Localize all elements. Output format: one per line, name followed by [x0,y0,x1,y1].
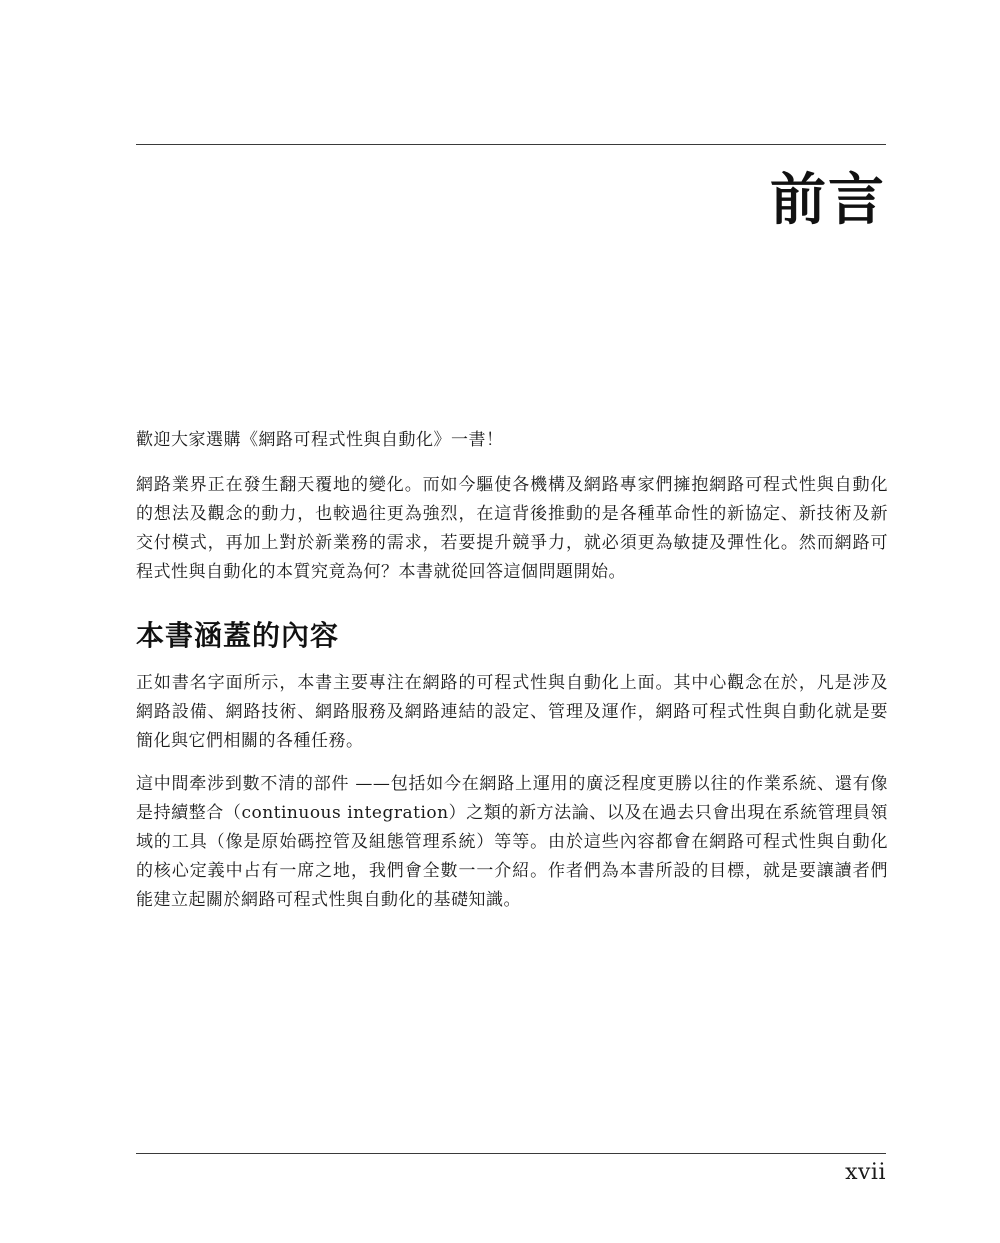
body-content [136,426,888,929]
section-paragraph: 正如書名字面所示，本書主要專注在網路的可程式性與自動化上面。其中心觀念在於，凡是涉及網路設備、網路技術、網路服務及網路連結的設定、管理及運作，網路可程式性與自動化就是要簡化與它們相關的各種任務。 [136,673,888,751]
body-paragraph: 網路業界正在發生翻天覆地的變化。而如今驅使各機構及網路專家們擁抱網路可程式性與自動化的想法及觀念的動力，也較過往更為強烈，在這背後推動的是各種革命性的新協定、新技術及新交付模式，再加上對於新業務的需求，若要提升競爭力，就必須更為敏捷及彈性化。然而網路可程式性與自動化的本質究竟為何？本書就從回答這個問題開始。 [136,475,888,582]
section-paragraph: 這中間牽涉到數不清的部件 ——包括如今在網路上運用的廣泛程度更勝以往的作業系統、還有像是持續整合（continuous integration）之類的新方法論、以及在過去只會出現在系統管理員領域的工具（像是原始碼控管及組態管理系統）等等。由於這些內容都會在網路可程式性與自動化的核心定義中占有一席之地，我們會全數一一介紹。作者們為本書所設的目標，就是要讓讀者們能建立起關於網路可程式性與自動化的基礎知識。 [136,774,888,910]
chapter-title: 前言 [770,168,886,233]
top-divider [136,144,886,145]
intro-paragraph: 歡迎大家選購《網路可程式性與自動化》一書！ [136,430,504,450]
section-heading: 本書涵蓋的內容 [136,619,340,652]
page-number: xvii [845,1160,886,1185]
footer-divider [136,1153,886,1154]
